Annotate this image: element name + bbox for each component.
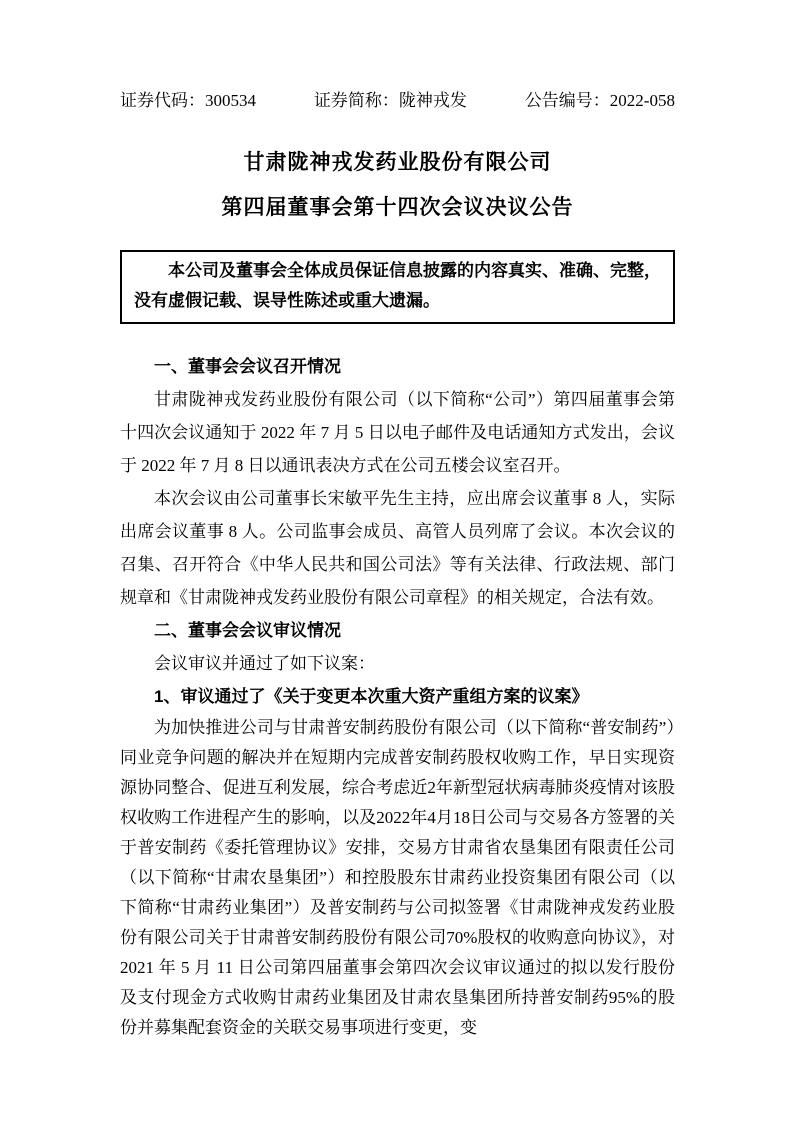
section2-heading: 二、董事会会议审议情况 [154, 621, 341, 640]
document-header [120, 83, 675, 118]
company-name-title: 甘肃陇神戎发药业股份有限公司 [243, 151, 552, 174]
stock-code-label: 证券代码：300534 [120, 91, 256, 110]
section1-paragraph-1: 甘肃陇神戎发药业股份有限公司（以下简称“公司”）第四届董事会第十四次会议通知于 2022 年 7 月 5 日以电子邮件及电话通知方式发出，会议于 2022 年 7 月 8 日以通讯表决方式在公司五楼会议室召开。 [120, 390, 675, 475]
disclaimer-box [120, 250, 675, 324]
announcement-title: 第四届董事会第十四次会议决议公告 [221, 196, 574, 219]
item1-paragraph: 为加快推进公司与甘肃普安制药股份有限公司（以下简称“普安制药”）同业竞争问题的解决并在短期内完成普安制药股权收购工作，早日实现资源协同整合、促进互利发展，综合考虑近2年新型冠状病毒肺炎疫情对该股权收购工作进程产生的影响，以及2022年4月18日公司与交易各方签署的关于普安制药《委托管理协议》安排，交易方甘肃省农垦集团有限责任公司（以下简称“甘肃农垦集团”）和控股股东甘肃药业投资集团有限公司（以下简称“甘肃药业集团”）及普安制药与公司拟签署《甘肃陇神戎发药业股份有限公司关于甘肃普安制药股份有限公司70%股权的收购意向协议》，对2021 年 5 月 11 日公司第四届董事会第四次会议审议通过的拟以发行股份及支付现金方式收购甘肃药业集团及甘肃农垦集团所持普安制药95%的股份并募集配套资金的关联交易事项进行变更，变 [120, 718, 675, 1037]
item1-heading: 1、审议通过了《关于变更本次重大资产重组方案的议案》 [154, 687, 589, 706]
section1-paragraph-2: 本次会议由公司董事长宋敏平先生主持，应出席会议董事 8 人，实际出席会议董事 8 人。公司监事会成员、高管人员列席了会议。本次会议的召集、召开符合《中华人民共和国公司法》等有关法律、行政法规、部门规章和《甘肃陇神戎发药业股份有限公司章程》的相关规定，合法有效。 [120, 489, 675, 607]
announcement-number-label: 公告编号：2022-058 [524, 91, 675, 110]
stock-short-name-label: 证券简称：陇神戎发 [313, 91, 467, 110]
section2-intro: 会议审议并通过了如下议案： [154, 654, 375, 673]
disclaimer-text: 本公司及董事会全体成员保证信息披露的内容真实、准确、完整，没有虚假记载、误导性陈述或重大遗漏。 [134, 261, 661, 310]
section1-heading: 一、董事会会议召开情况 [154, 357, 341, 376]
